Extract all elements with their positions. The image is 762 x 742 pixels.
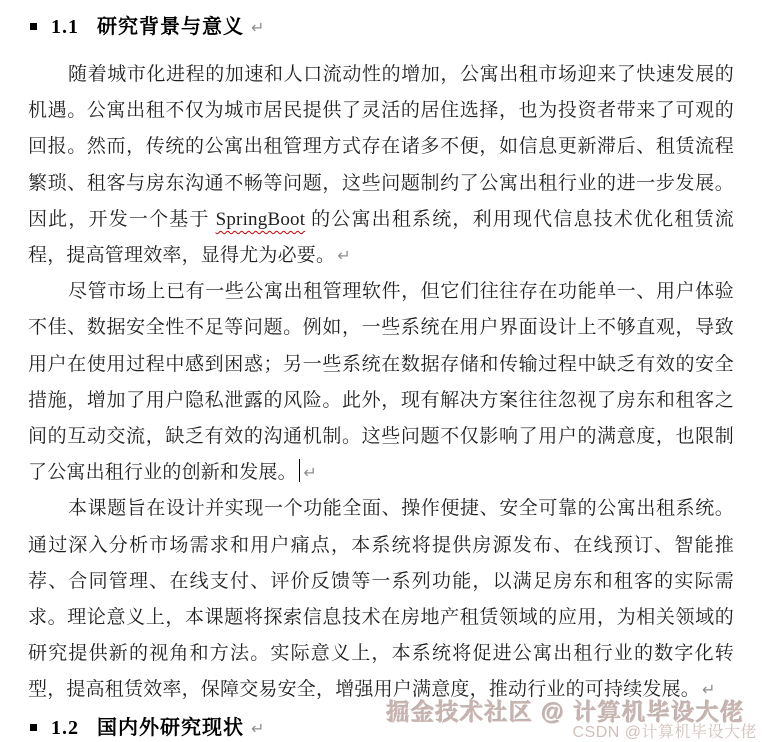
paragraph-problems[interactable]: [28, 274, 734, 491]
text-run: 本课题旨在设计并实现一个功能全面、操作便捷、安全可靠的公寓出租系统。通过深入分析市场需求和用户痛点，本系统将提供房源发布、在线预订、智能推荐、合同管理、在线支付、评价反馈等一系列功能，以满足房东和租客的实际需求。理论意义上，本课题将探索信息技术在房地产租赁领域的应用，为相关领域的研究提供新的视角和方法。实际意义上，本系统将促进公寓出租行业的数字化转型，提高租赁效率，保障交易安全，增强用户满意度，推动行业的可持续发展。: [28, 498, 734, 701]
watermark-primary-text: 掘金技术社区 @ 计算机毕设大佬: [386, 699, 745, 726]
paragraph-mark: ↵: [303, 463, 317, 483]
section-heading-1-1[interactable]: [28, 12, 734, 43]
text-run: 尽管市场上已有一些公寓出租管理软件，但它们往往存在功能单一、用户体验不佳、数据安全性不足等问题。例如，一些系统在用户界面设计上不够直观，导致用户在使用过程中感到困惑；另一些系统在数据存储和传输过程中缺乏有效的安全措施，增加了用户隐私泄露的风险。此外，现有解决方案往往忽视了房东和租客之间的互动交流，缺乏有效的沟通机制。这些问题不仅影响了用户的满意度，也限制了公寓出租行业的创新和发展。: [28, 281, 734, 484]
section-title: 国内外研究现状: [97, 716, 244, 739]
paragraph-mark: ↵: [337, 246, 351, 266]
section-number: 1.1: [51, 16, 79, 38]
heading-square-bullet-icon: [30, 23, 37, 30]
paragraph-background[interactable]: [28, 57, 734, 274]
heading-square-bullet-icon: [30, 724, 37, 731]
text-cursor: [299, 459, 301, 482]
section-title: 研究背景与意义: [97, 16, 244, 38]
watermark-secondary-text: CSDN @计算机毕设大佬: [572, 723, 757, 741]
spellcheck-flagged-text: SpringBoot: [215, 208, 306, 230]
paragraph-mark: ↵: [251, 718, 265, 738]
paragraph-mark: ↵: [702, 680, 716, 700]
paragraph-objectives[interactable]: [28, 491, 734, 708]
text-run: 的公寓出租系统，利用现代信息技术优化租赁流程，提高管理效率，显得尤为必要。: [28, 208, 734, 267]
section-number: 1.2: [51, 716, 79, 739]
paragraph-mark: ↵: [251, 18, 265, 37]
text-run: 随着城市化进程的加速和人口流动性的增加，公寓出租市场迎来了快速发展的机遇。公寓出租不仅为城市居民提供了灵活的居住选择，也为投资者带来了可观的回报。然而，传统的公寓出租管理方式存在诸多不便，如信息更新滞后、租赁流程繁琐、租客与房东沟通不畅等问题，这些问题制约了公寓出租行业的进一步发展。因此，开发一个基于: [28, 64, 734, 230]
section-heading-1-2[interactable]: [28, 713, 734, 742]
